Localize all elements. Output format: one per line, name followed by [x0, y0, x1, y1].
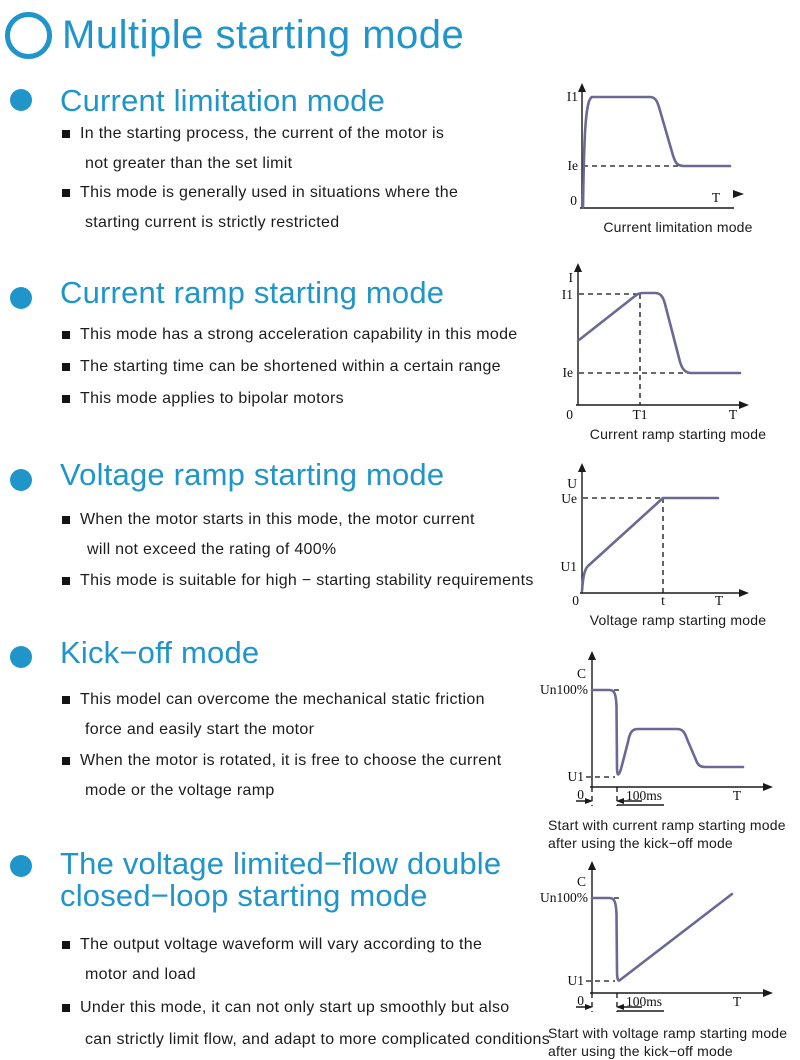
- x-axis-arrow-icon: [763, 783, 773, 791]
- y-label-un100: Un100%: [540, 890, 588, 905]
- bullet-line: This mode has a strong acceleration capability in this mode: [80, 326, 518, 343]
- y-axis-arrow-icon: [588, 861, 596, 870]
- bullet-line: In the starting process, the current of the motor is: [80, 125, 445, 142]
- section-bullet-icon: [10, 469, 32, 491]
- bullet-square-icon: [62, 363, 70, 371]
- y-axis-label: C: [576, 874, 586, 889]
- y-label-i1: I1: [566, 89, 578, 104]
- section-heading: Voltage ramp starting mode: [60, 457, 445, 492]
- y-axis-arrow-icon: [588, 651, 596, 660]
- bullet-square-icon: [62, 395, 70, 403]
- bullet-square-icon: [62, 130, 70, 138]
- section-heading: Current limitation mode: [60, 83, 386, 118]
- bullet-line: not greater than the set limit: [85, 155, 293, 172]
- chart-caption: [548, 816, 786, 852]
- chart-voltage-ramp: [556, 460, 800, 608]
- x-axis-arrow-icon: [739, 589, 749, 597]
- origin-label: 0: [572, 593, 579, 608]
- reference-dashed-lines: [583, 498, 663, 593]
- y-label-i1: I1: [561, 287, 573, 302]
- y-axis-label: I: [568, 270, 573, 285]
- y-label-ue: Ue: [561, 491, 577, 506]
- section-bullet-icon: [10, 855, 32, 877]
- y-label-u1: U1: [567, 973, 584, 988]
- y-axis-arrow-icon: [574, 263, 582, 272]
- chart-caption: Current limitation mode: [603, 219, 753, 235]
- current-curve: [583, 97, 730, 207]
- bullet-square-icon: [62, 577, 70, 585]
- bullet-line: This model can overcome the mechanical static friction: [80, 691, 485, 708]
- chart-current-limitation: [556, 82, 800, 218]
- chart-caption: Current ramp starting mode: [589, 426, 767, 442]
- chart-kick-off: [540, 648, 800, 814]
- bullet-square-icon: [62, 189, 70, 197]
- bullet-line: can strictly limit flow, and adapt to more complicated conditions: [85, 1031, 551, 1048]
- bullet-square-icon: [62, 331, 70, 339]
- bullet-line: The output voltage waveform will vary according to the: [80, 936, 483, 953]
- origin-label: 0: [577, 787, 584, 802]
- section-heading-line: The voltage limited−flow double: [60, 846, 502, 881]
- main-title-bullet-icon: [5, 12, 52, 59]
- chart-axes: [576, 270, 742, 405]
- y-label-ie: Ie: [562, 365, 573, 380]
- section-bullet-icon: [10, 287, 32, 309]
- chart-current-ramp: [556, 262, 800, 426]
- bullet-square-icon: [62, 757, 70, 765]
- section-bullet-icon: [10, 646, 32, 668]
- x-label-t: T: [732, 994, 742, 1009]
- x-label-t: T: [714, 593, 724, 608]
- x-label-t: T: [728, 407, 738, 422]
- current-curve: [579, 293, 740, 373]
- origin-label: 0: [566, 407, 573, 422]
- x-label-t-small: t: [661, 593, 665, 608]
- bullet-line: force and easily start the motor: [85, 721, 315, 738]
- origin-label: 0: [570, 193, 577, 208]
- ramp-curve: [592, 894, 732, 981]
- bullet-square-icon: [62, 1004, 70, 1012]
- bullet-line: will not exceed the rating of 400%: [87, 541, 337, 558]
- bullet-line: This mode applies to bipolar motors: [80, 390, 344, 407]
- kick-off-curve: [592, 690, 743, 774]
- y-label-un100: Un100%: [540, 682, 588, 697]
- section-heading: Kick−off mode: [60, 635, 260, 670]
- x-label-100ms: 100ms: [626, 994, 663, 1009]
- section-heading-line: closed−loop starting mode: [60, 878, 428, 913]
- bullet-line: When the motor is rotated, it is free to choose the current: [80, 752, 502, 769]
- bullet-line: When the motor starts in this mode, the motor current: [80, 511, 475, 528]
- x-label-100ms: 100ms: [626, 788, 663, 803]
- origin-label: 0: [577, 993, 584, 1008]
- y-label-u1: U1: [567, 769, 584, 784]
- bullet-square-icon: [62, 696, 70, 704]
- bullet-square-icon: [62, 516, 70, 524]
- section-bullet-icon: [10, 89, 32, 111]
- x-axis-arrow-icon: [763, 989, 773, 997]
- chart-axes: [580, 470, 742, 593]
- y-label-u1: U1: [560, 559, 577, 574]
- bullet-line: The starting time can be shortened within a certain range: [80, 358, 501, 375]
- bullet-line: This mode is generally used in situations where the: [80, 184, 459, 201]
- x-axis-arrow-icon: [739, 401, 749, 409]
- bullet-square-icon: [62, 941, 70, 949]
- y-axis-label: U: [567, 476, 577, 491]
- chart-double-closed-loop: [540, 858, 800, 1020]
- reference-dashed-lines: [586, 898, 620, 1012]
- x-label-t: T: [711, 190, 721, 205]
- x-label-t: T: [732, 788, 742, 803]
- y-axis-arrow-icon: [578, 463, 586, 472]
- page-title: Multiple starting mode: [62, 13, 465, 57]
- voltage-curve: [582, 498, 718, 591]
- chart-caption-line: after using the kick−off mode: [548, 835, 733, 851]
- section-heading: [60, 848, 501, 912]
- chart-caption: Voltage ramp starting mode: [589, 612, 767, 628]
- y-axis-label: C: [576, 666, 586, 681]
- y-label-ie: Ie: [567, 158, 578, 173]
- bullet-line: mode or the voltage ramp: [85, 782, 275, 799]
- chart-caption: [548, 1024, 787, 1060]
- reference-dashed-lines: [586, 690, 620, 806]
- bullet-line: Under this mode, it can not only start up smoothly but also: [80, 999, 510, 1016]
- bullet-line: This mode is suitable for high − starting stability requirements: [80, 572, 534, 589]
- chart-caption-line: after using the kick−off mode: [548, 1043, 733, 1059]
- chart-caption-line: Start with current ramp starting mode: [548, 817, 786, 833]
- x-label-t1: T1: [632, 407, 648, 422]
- bullet-line: motor and load: [85, 966, 196, 983]
- section-heading: Current ramp starting mode: [60, 275, 445, 310]
- bullet-line: starting current is strictly restricted: [85, 214, 340, 231]
- y-axis-arrow-icon: [578, 83, 586, 92]
- chart-caption-line: Start with voltage ramp starting mode: [548, 1025, 788, 1041]
- x-axis-arrow-icon: [733, 190, 744, 198]
